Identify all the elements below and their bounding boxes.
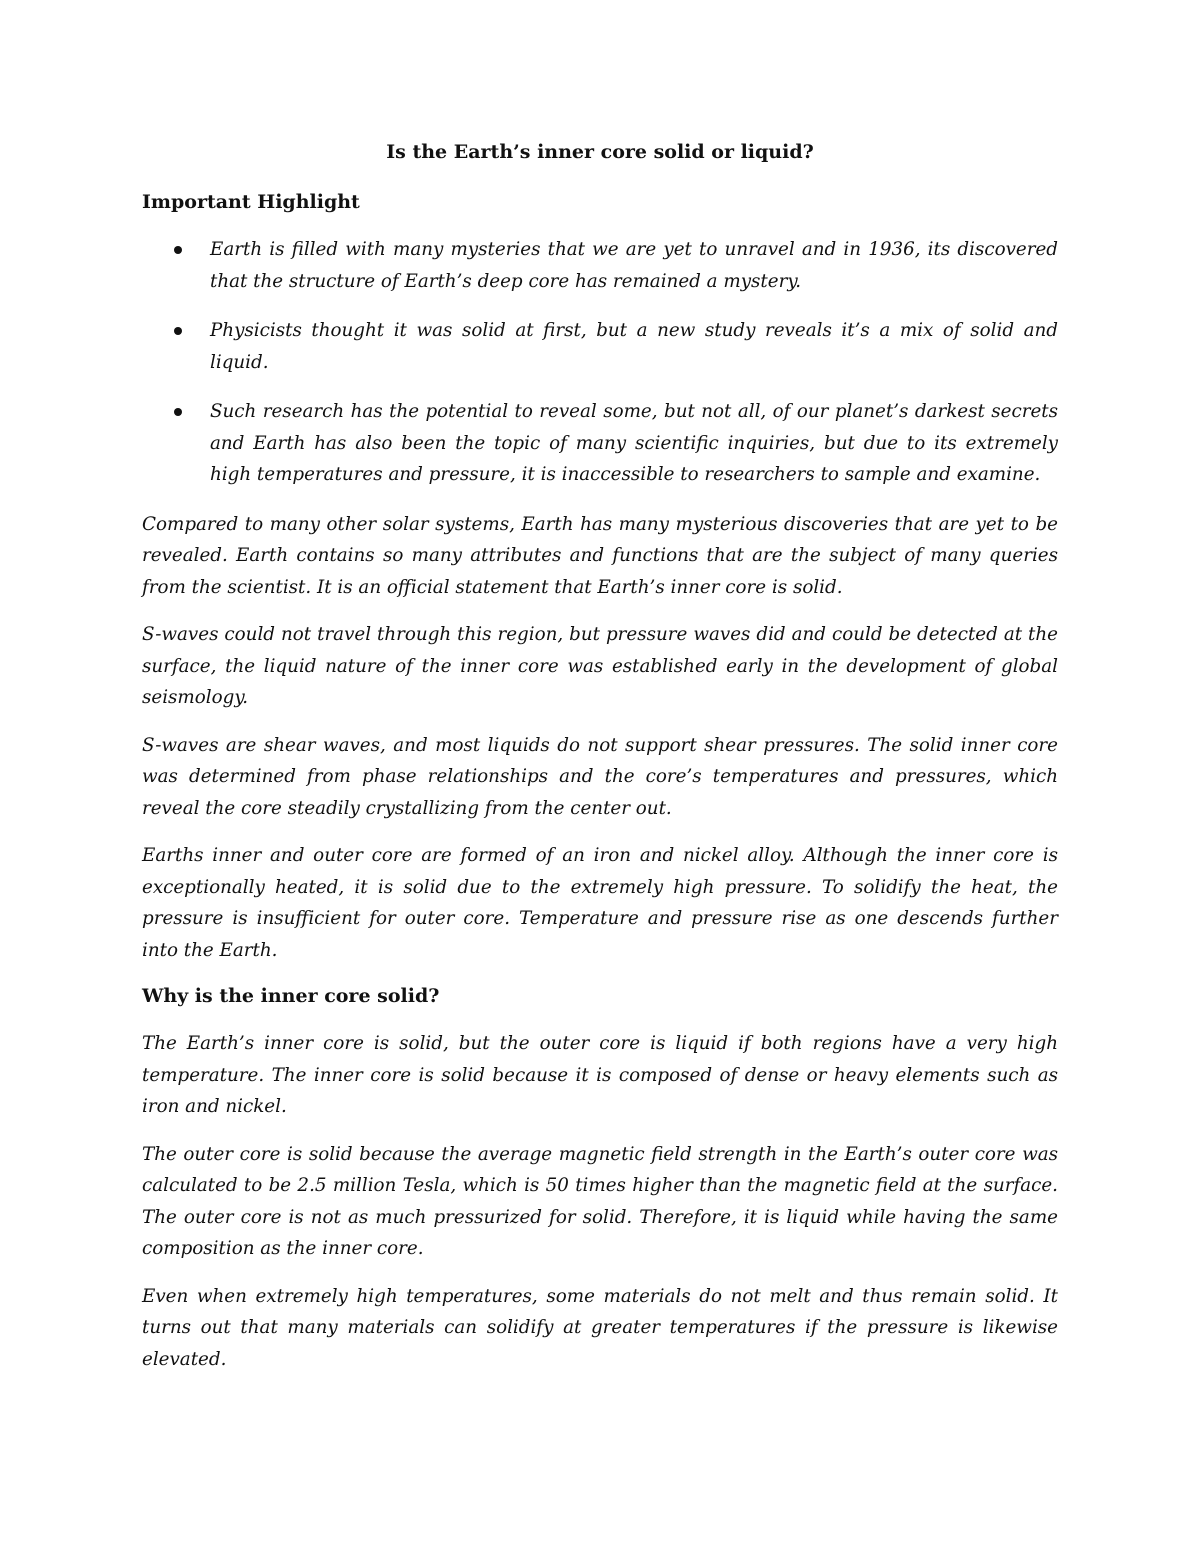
bullet-icon (174, 246, 182, 254)
body-paragraph: Compared to many other solar systems, Earth has many mysterious discoveries that are yet to be revealed. Earth contains so many attributes and functions that are the subject of many queries from the scientist. It is an official statement that Earth’s inner core is solid. (142, 513, 1058, 598)
section-heading: Why is the inner core solid? (142, 985, 440, 1007)
highlight-item (142, 234, 1058, 297)
bullet-icon (174, 327, 182, 335)
highlight-item (142, 315, 1058, 378)
body-paragraph: Even when extremely high temperatures, some materials do not melt and thus remain solid. It turns out that many materials can solidify at greater temperatures if the pressure is likewise elevated. (142, 1285, 1058, 1370)
body-paragraph: S-waves could not travel through this region, but pressure waves did and could be detected at the surface, the liquid nature of the inner core was established early in the development of global seismology. (142, 624, 1058, 708)
highlight-item (142, 396, 1058, 491)
bullet-icon (174, 408, 182, 416)
highlight-text: Physicists thought it was solid at first, but a new study reveals it’s a mix of solid and liquid. (210, 320, 1058, 373)
document-title: Is the Earth’s inner core solid or liquid? (386, 141, 814, 163)
body-paragraph: S-waves are shear waves, and most liquids do not support shear pressures. The solid inner core was determined from phase relationships and the core’s temperatures and pressures, which reveal the core steadily crystallizing from the center out. (142, 734, 1058, 819)
highlight-heading: Important Highlight (142, 191, 360, 213)
highlight-text: Such research has the potential to reveal some, but not all, of our planet’s darkest secrets and Earth has also been the topic of many scientific inquiries, but due to its extremely high temperatures and pressure, it is inaccessible to researchers to sample and examine. (210, 401, 1058, 485)
highlight-list (142, 234, 1058, 491)
body-paragraph: The outer core is solid because the average magnetic field strength in the Earth’s outer core was calculated to be 2.5 million Tesla, which is 50 times higher than the magnetic field at the surface. The outer core is not as much pressurized for solid. Therefore, it is liquid while having the same composition as the inner core. (142, 1143, 1058, 1259)
highlight-text: Earth is filled with many mysteries that we are yet to unravel and in 1936, its discovered that the structure of Earth’s deep core has remained a mystery. (210, 239, 1058, 292)
body-paragraph: The Earth’s inner core is solid, but the outer core is liquid if both regions have a very high temperature. The inner core is solid because it is composed of dense or heavy elements such as iron and nickel. (142, 1033, 1058, 1117)
body-paragraph: Earths inner and outer core are formed of an iron and nickel alloy. Although the inner core is exceptionally heated, it is solid due to the extremely high pressure. To solidify the heat, the pressure is insufficient for outer core. Temperature and pressure rise as one descends further into the Earth. (142, 845, 1058, 961)
